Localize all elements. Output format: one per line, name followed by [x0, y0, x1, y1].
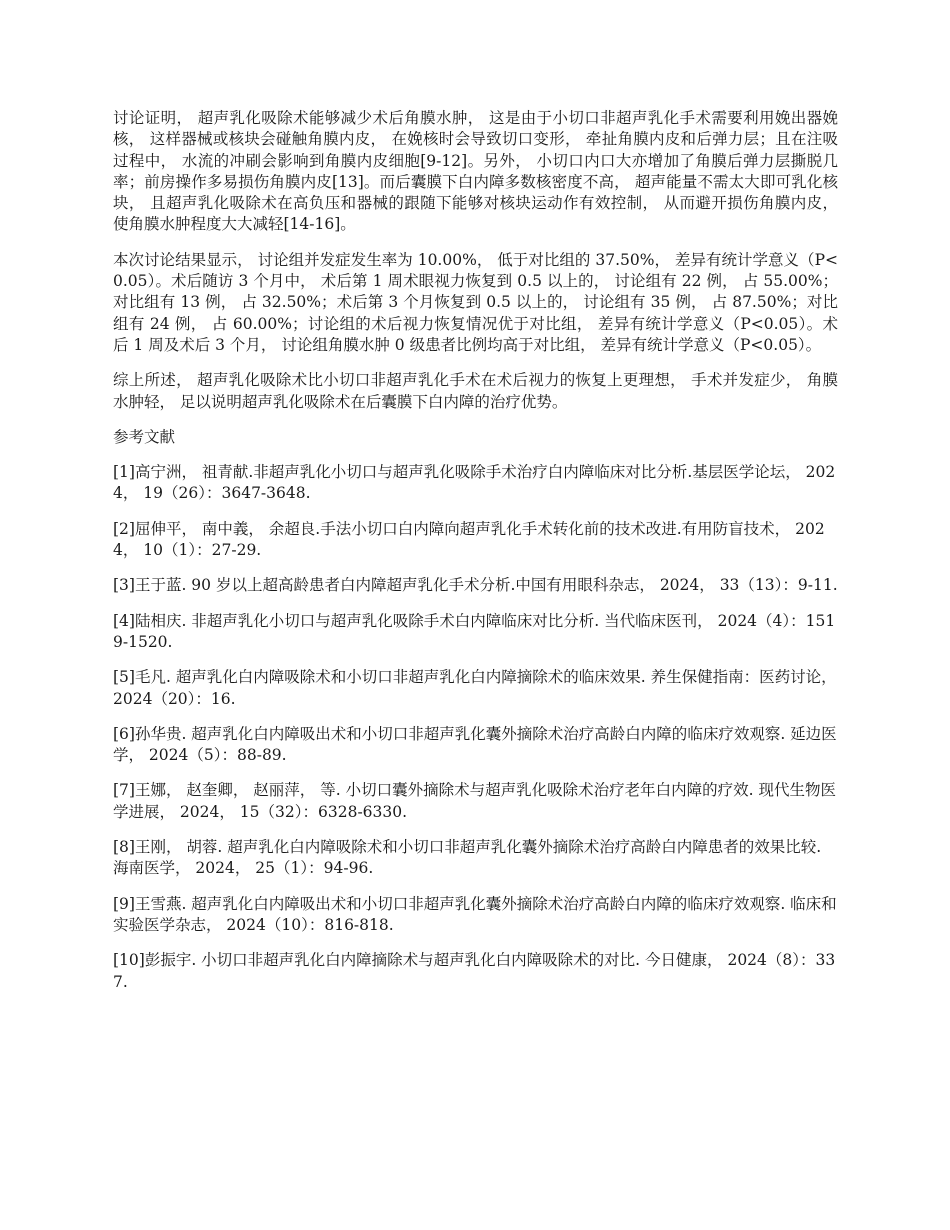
body-paragraph-results: 本次讨论结果显示， 讨论组并发症发生率为 10.00%， 低于对比组的 37.50%， 差异有统计学意义（P<0.05）。术后随访 3 个月中， 术后第 1 周术眼视力恢复到 0.5 以上的， 讨论组有 22 例， 占 55.00%；对比组有 13 例， 占 32.50%；术后第 3 个月恢复到 0.5 以上的， 讨论组有 35 例， 占 87.50%；对比组有 24 例， 占 60.00%；讨论组的术后视力恢复情况优于对比组， 差异有统计学意义（P<0.05）。术后 1 周及术后 3 个月， 讨论组角膜水肿 0 级患者比例均高于对比组， 差异有统计学意义（P<0.05）。 — [113, 250, 838, 354]
reference-item: [9]王雪燕. 超声乳化白内障吸出术和小切口非超声乳化囊外摘除术治疗高龄白内障的临床疗效观察. 临床和实验医学杂志， 2024（10）：816-818. — [113, 894, 837, 934]
reference-item: [3]王于蓝. 90 岁以上超高龄患者白内障超声乳化手术分析.中国有用眼科杂志， 2024， 33（13）：9-11. — [113, 576, 838, 595]
reference-item: [8]王刚， 胡蓉. 超声乳化白内障吸除术和小切口非超声乳化囊外摘除术治疗高龄白内障患者的效果比较. 海南医学， 2024， 25（1）：94-96. — [113, 838, 822, 878]
references-heading: 参考文献 — [113, 427, 176, 446]
reference-item: [5]毛凡. 超声乳化白内障吸除术和小切口非超声乳化白内障摘除术的临床效果. 养生保健指南：医药讨论， 2024（20）：16. — [113, 668, 837, 708]
reference-item: [4]陆相庆. 非超声乳化小切口与超声乳化吸除手术白内障临床对比分析. 当代临床医刊， 2024（4）：1519-1520. — [113, 611, 836, 651]
document-page — [113, 108, 838, 1007]
reference-list — [113, 462, 838, 993]
body-paragraph-discussion: 讨论证明， 超声乳化吸除术能够减少术后角膜水肿， 这是由于小切口非超声乳化手术需要利用娩出器娩核， 这样器械或核块会碰触角膜内皮， 在娩核时会导致切口变形， 牵扯角膜内皮和后弹力层；且在注吸过程中， 水流的冲刷会影响到角膜内皮细胞[9-12]。另外， 小切口内口大亦增加了角膜后弹力层撕脱几率；前房操作多易损伤角膜内皮[13]。而后囊膜下白内障多数核密度不高， 超声能量不需太大即可乳化核块， 且超声乳化吸除术在高负压和器械的跟随下能够对核块运动作有效控制， 从而避开损伤角膜内皮， 使角膜水肿程度大大减轻[14-16]。 — [113, 109, 838, 234]
reference-item: [10]彭振宇. 小切口非超声乳化白内障摘除术与超声乳化白内障吸除术的对比. 今日健康， 2024（8）：337. — [113, 951, 836, 991]
reference-item: [7]王娜， 赵奎卿， 赵丽萍， 等. 小切口囊外摘除术与超声乳化吸除术治疗老年白内障的疗效. 现代生物医学进展， 2024， 15（32）：6328-6330. — [113, 781, 836, 821]
reference-item: [6]孙华贵. 超声乳化白内障吸出术和小切口非超声乳化囊外摘除术治疗高龄白内障的临床疗效观察. 延边医学， 2024（5）：88-89. — [113, 724, 837, 765]
body-paragraph-conclusion: 综上所述， 超声乳化吸除术比小切口非超声乳化手术在术后视力的恢复上更理想， 手术并发症少， 角膜水肿轻， 足以说明超声乳化吸除术在后囊膜下白内障的治疗优势。 — [113, 371, 838, 411]
reference-item: [1]高宁洲， 祖青献.非超声乳化小切口与超声乳化吸除手术治疗白内障临床对比分析.基层医学论坛， 2024， 19（26）：3647-3648. — [113, 463, 836, 503]
reference-item: [2]屈伸平， 南中義， 余超良.手法小切口白内障向超声乳化手术转化前的技术改进.有用防盲技术， 2024， 10（1）：27-29. — [113, 519, 825, 560]
